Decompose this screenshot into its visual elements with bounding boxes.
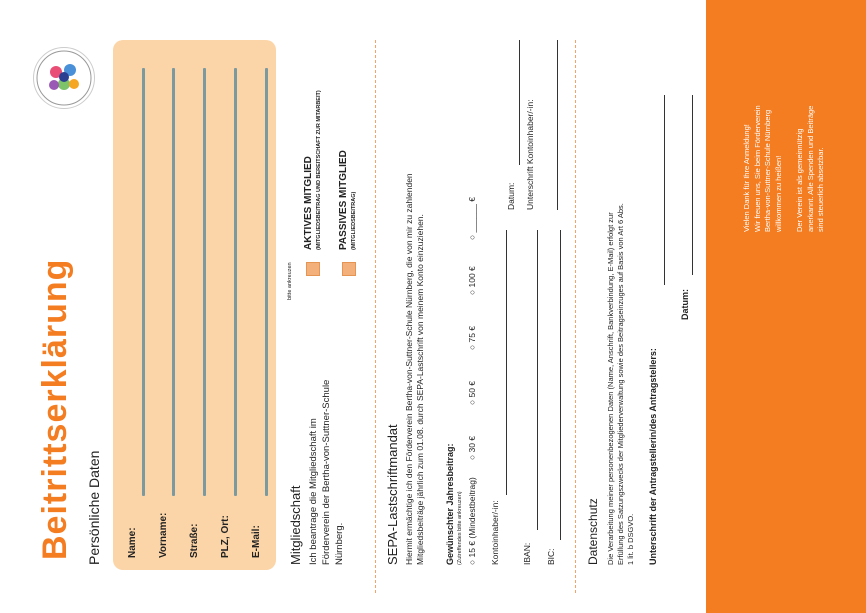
email-field[interactable]	[265, 68, 268, 496]
iban-field[interactable]	[537, 230, 538, 530]
checkbox-hint: bitte ankreuzen	[287, 262, 293, 300]
fee-option-50[interactable]: ○ 50 €	[467, 380, 477, 405]
signature-holder-field[interactable]	[557, 40, 558, 210]
privacy-text: Die Verarbeitung meiner personenbezogenen Daten (Name, Anschrift, Bankverbindung, E-Mail) erfolgt zur Erfüllung des Satzungszwecks der Mitgliederverwaltung sowie des Beitragseinzuges auf Basis von Art 6 Abs. 1 lit. b DSGVO.	[606, 203, 636, 565]
active-member-checkbox[interactable]	[306, 262, 320, 276]
sepa-text: Hiermit ermächtige ich den Förderverein Bertha-von-Suttner-Schule Nürnberg, die von mir zu zahlenden Mitgliedsbeiträge jährlich zum 01.08. durch SEPA-Lastschrift von meinem Konto einzuziehen.	[404, 173, 426, 565]
thank-you-text: Vielen Dank für Ihre Anmeldung! Wir freuen uns, Sie beim Förderverein Bertha-von-Suttner-Schule Nürnberg willkommen zu heißen!	[742, 105, 783, 232]
privacy-date-field[interactable]	[692, 95, 693, 275]
street-label: Straße:	[189, 523, 200, 558]
personal-fields-panel	[113, 40, 276, 570]
fee-option-15[interactable]: ○ 15 € (Mindestbeitrag)	[467, 477, 477, 565]
fee-note: (Zutreffendes bitte ankreuzen)	[457, 491, 463, 565]
active-member-note: (MITGLIEDSBEITRAG UND BEREITSCHAFT ZUR MITARBEIT)	[316, 90, 322, 250]
sepa-heading: SEPA-Lastschriftmandat	[385, 424, 400, 565]
form-title: Beitrittserklärung	[36, 258, 74, 560]
name-label: Name:	[127, 527, 138, 558]
firstname-field[interactable]	[172, 68, 175, 496]
applicant-signature-label: Unterschrift der Antragstellerin/des Antragstellers:	[648, 348, 658, 565]
email-label: E-Mail:	[251, 525, 262, 558]
applicant-signature-field[interactable]	[664, 95, 665, 285]
passive-member-note: (MITGLIEDSBEITRAG)	[351, 191, 357, 250]
membership-text: Ich beantrage die Mitgliedschaft im Förderverein der Bertha-von-Suttner-Schule Nürnberg.	[308, 379, 345, 565]
passive-member-checkbox[interactable]	[342, 262, 356, 276]
logo-icon	[34, 48, 94, 108]
divider-2	[575, 40, 576, 593]
sepa-date-field[interactable]	[519, 40, 520, 165]
firstname-label: Vorname:	[158, 512, 169, 558]
account-holder-field[interactable]	[506, 230, 507, 495]
tax-info-text: Der Verein ist als gemeinnützig anerkannt. Alle Spenden und Beiträge sind steuerlich absetzbar.	[795, 105, 825, 232]
city-field[interactable]	[234, 68, 237, 496]
signature-holder-label: Unterschrift Kontoinhaber/-in:	[525, 99, 535, 210]
privacy-date-label: Datum:	[680, 289, 690, 320]
account-holder-label: Kontoinhaber/-in:	[490, 500, 500, 565]
orange-sidebar	[706, 0, 866, 613]
bic-field[interactable]	[560, 230, 561, 540]
passive-member-label: PASSIVES MITGLIED	[338, 150, 349, 250]
membership-heading: Mitgliedschaft	[288, 485, 303, 565]
active-member-label: AKTIVES MITGLIED	[303, 156, 314, 250]
personal-data-heading: Persönliche Daten	[86, 450, 102, 565]
divider-1	[375, 40, 376, 593]
fee-option-30[interactable]: ○ 30 €	[467, 435, 477, 460]
fee-heading: Gewünschter Jahresbeitrag:	[445, 443, 455, 565]
name-field[interactable]	[142, 68, 145, 496]
privacy-heading: Datenschutz	[586, 498, 600, 565]
fee-option-custom[interactable]: ○ ______ €	[467, 197, 477, 240]
bic-label: BIC:	[546, 548, 556, 565]
street-field[interactable]	[203, 68, 206, 496]
city-label: PLZ, Ort:	[220, 515, 231, 558]
sepa-date-label: Datum:	[506, 182, 516, 210]
fee-option-75[interactable]: ○ 75 €	[467, 325, 477, 350]
school-logo	[33, 47, 95, 109]
iban-label: IBAN:	[522, 542, 532, 565]
fee-option-100[interactable]: ○ 100 €	[467, 266, 477, 295]
